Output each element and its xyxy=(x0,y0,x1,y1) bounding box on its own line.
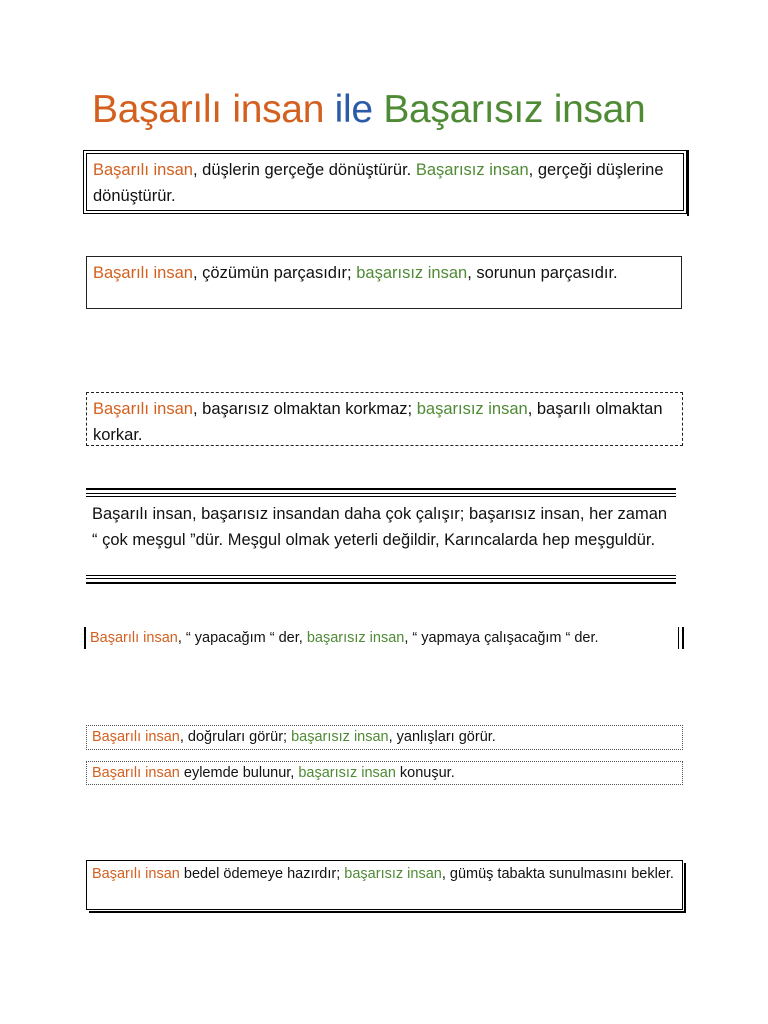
quote-6-unsuccessful: başarısız insan xyxy=(291,729,389,745)
quote-box-7 xyxy=(86,761,683,785)
title-successful: Başarılı insan xyxy=(92,88,325,131)
quote-box-2 xyxy=(86,256,682,309)
quote-5-text-b: , “ yapmaya çalışacağım “ der. xyxy=(404,630,599,646)
quote-6-successful: Başarılı insan xyxy=(92,729,180,745)
quote-5-successful: Başarılı insan xyxy=(90,630,178,646)
page-title xyxy=(92,88,645,132)
title-unsuccessful: Başarısız insan xyxy=(383,88,646,131)
quote-7-unsuccessful: başarısız insan xyxy=(298,765,396,781)
quote-4-text: Başarılı insan, başarısız insandan daha çok çalışır; başarısız insan, her zaman “ çok meşgul ”dür. Meşgul olmak yeterli değildir, Karıncalarda hep meşguldür. xyxy=(92,505,668,549)
quote-1-successful: Başarılı insan xyxy=(93,161,193,179)
quote-7-text-a: eylemde bulunur, xyxy=(179,765,299,781)
quote-box-5 xyxy=(84,627,684,649)
quote-1-unsuccessful: Başarısız insan xyxy=(415,161,529,179)
quote-3-text-a: , başarısız olmaktan korkmaz; xyxy=(192,400,417,418)
quote-6-text-b: , yanlışları görür. xyxy=(388,729,496,745)
quote-5-text-a: , “ yapacağım “ der, xyxy=(177,630,307,646)
quote-box-4 xyxy=(86,493,676,579)
quote-3-unsuccessful: başarısız insan xyxy=(416,400,528,418)
quote-box-3 xyxy=(86,392,683,446)
quote-8-unsuccessful: başarısız insan xyxy=(344,866,442,882)
quote-1-text-b: , gerçeği düşlerine dönüştürür. xyxy=(93,161,664,205)
quote-2-unsuccessful: başarısız insan xyxy=(356,264,468,282)
quote-1-text-a: , düşlerin gerçeğe dönüştürür. xyxy=(192,161,416,179)
quote-6-text-a: , doğruları görür; xyxy=(179,729,292,745)
quote-box-8 xyxy=(86,860,683,910)
quote-2-text-b: , sorunun parçasıdır. xyxy=(467,264,618,282)
quote-2-text-a: , çözümün parçasıdır; xyxy=(192,264,357,282)
quote-8-text-a: bedel ödemeye hazırdır; xyxy=(179,866,345,882)
quote-5-unsuccessful: başarısız insan xyxy=(306,630,405,646)
quote-7-successful: Başarılı insan xyxy=(92,765,180,781)
quote-7-text-b: konuşur. xyxy=(395,765,455,781)
quote-3-successful: Başarılı insan xyxy=(93,400,193,418)
quote-8-text-b: , gümüş tabakta sunulmasını bekler. xyxy=(441,866,674,882)
quote-box-1 xyxy=(86,153,684,211)
quote-box-6 xyxy=(86,725,683,750)
title-connector: ile xyxy=(334,88,373,131)
quote-8-successful: Başarılı insan xyxy=(92,866,180,882)
quote-3-text-b: , başarılı olmaktan korkar. xyxy=(93,400,663,444)
quote-2-successful: Başarılı insan xyxy=(93,264,193,282)
